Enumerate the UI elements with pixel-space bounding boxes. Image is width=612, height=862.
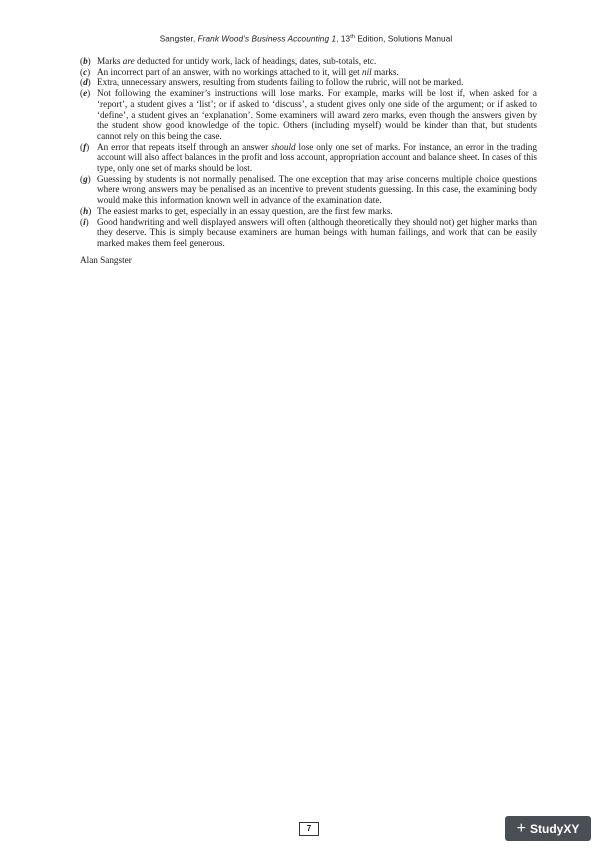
header-edition-suffix: th bbox=[350, 34, 355, 40]
list-item bbox=[80, 217, 537, 249]
studyxy-logo[interactable] bbox=[505, 816, 591, 841]
item-label: (g) bbox=[80, 173, 91, 184]
item-label: (e) bbox=[80, 88, 91, 99]
list-item bbox=[80, 206, 537, 217]
item-label: (f) bbox=[80, 141, 90, 152]
header-edition-number: , 13 bbox=[336, 34, 351, 44]
plus-icon: + bbox=[516, 819, 526, 837]
item-label: (h) bbox=[80, 205, 92, 216]
item-text: Good handwriting and well displayed answers will often (although theoretically they should not) get higher marks than they deserve. This is simply because examiners are human beings with human failings, and work that can be easily marked makes them feel generous. bbox=[97, 216, 537, 248]
header-prefix: Sangster, bbox=[159, 34, 198, 44]
header-book-title: Frank Wood’s Business Accounting 1 bbox=[197, 34, 337, 44]
list-item bbox=[80, 77, 537, 88]
running-header bbox=[0, 34, 612, 44]
list-item bbox=[80, 56, 537, 67]
item-text: Extra, unnecessary answers, resulting from students failing to follow the rubric, will not be marked. bbox=[97, 77, 464, 88]
header-suffix: Edition, Solutions Manual bbox=[355, 34, 453, 44]
list-item bbox=[80, 88, 537, 142]
list-item bbox=[80, 142, 537, 174]
item-text: An error that repeats itself through an answer should lose only one set of marks. For instance, an error in the trading account will also affect balances in the profit and loss account, appropriation account and balance sheet. In cases of this type, only one set of marks should be lost. bbox=[97, 141, 537, 174]
item-label: (b) bbox=[80, 56, 91, 66]
item-label: (c) bbox=[80, 66, 91, 77]
item-label: (i) bbox=[80, 216, 89, 227]
author-signature: Alan Sangster bbox=[80, 254, 132, 265]
item-text: Marks are deducted for untidy work, lack of headings, dates, sub-totals, etc. bbox=[97, 56, 377, 66]
main-content bbox=[80, 56, 537, 265]
logo-text: StudyXY bbox=[530, 821, 580, 836]
page-number: 7 bbox=[299, 822, 319, 836]
list-item bbox=[80, 67, 537, 78]
item-text: An incorrect part of an answer, with no workings attached to it, will get nil marks. bbox=[97, 66, 399, 77]
item-text: The easiest marks to get, especially in an essay question, are the first few marks. bbox=[97, 205, 393, 216]
item-text: Guessing by students is not normally penalised. The one exception that may arise concerns multiple choice questions where wrong answers may be penalised as an incentive to prevent students guessing. In this case, the examining body would make this information known well in advance of the examination date. bbox=[97, 173, 537, 206]
item-text: Not following the examiner’s instructions will lose marks. For example, marks will be lost if, when asked for a ‘report’, a student gives a ‘list’; or if asked to ‘discuss’, a student gives only one side of the argument; or if asked to ‘define’, a student gives an ‘explanation’. Some examiners will award zero marks, even though the answers given by the student show good knowledge of the topic. Others (including myself) would be kinder than that, but students cannot rely on this being the case. bbox=[97, 88, 537, 141]
item-label: (d) bbox=[80, 77, 91, 88]
list-item bbox=[80, 174, 537, 206]
